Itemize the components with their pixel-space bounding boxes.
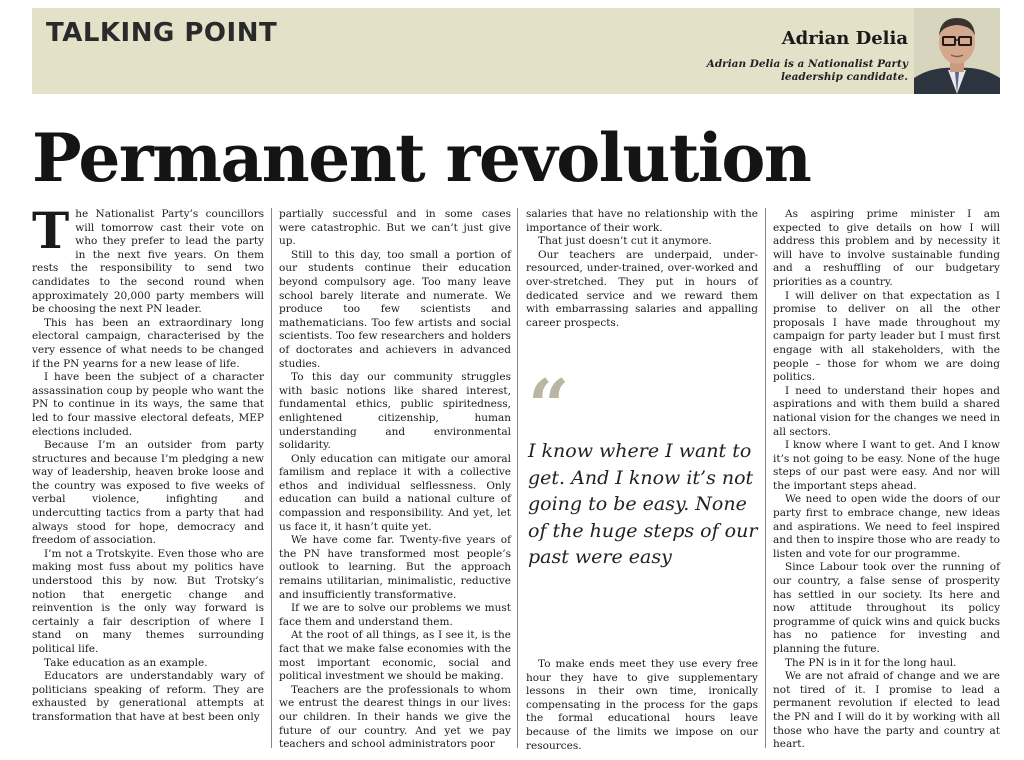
article-paragraph: Take education as an example. (44, 656, 208, 669)
pull-quote: I know where I want to get. And I know it’s not going to be easy. None of the huge steps of our past were easy (528, 440, 758, 568)
article-paragraph: Our teachers are underpaid, under-resourced, under-trained, over-worked and over-stretched. They put in hours of dedicated service and we reward them with embarrassing salaries and appalling career prospects. (526, 248, 758, 329)
article-paragraph: To make ends meet they use every free hour they have to give supplementary lessons in their own time, ironically compensating in the process for the gaps the formal educational hours leave because of the limits we impose on our resources. (526, 658, 758, 752)
drop-cap: T (32, 201, 70, 260)
article-column-3-bottom (526, 658, 758, 753)
author-bio: Adrian Delia is a Nationalist Party leadership candidate. (706, 58, 908, 83)
author-name: Adrian Delia (781, 28, 908, 49)
article-column-3-top (526, 208, 758, 330)
article-paragraph: Educators are understandably wary of politicians speaking of reform. They are exhausted by generational attempts at transformation that have at best been only (32, 670, 264, 723)
header-bar (32, 8, 1000, 94)
column-divider (271, 208, 272, 748)
article-paragraph: We are not afraid of change and we are not tired of it. I promise to lead a permanent revolution if elected to lead the PN and I will do it by working with all those who have the party and country at heart. (773, 670, 1000, 751)
article-paragraph: At the root of all things, as I see it, is the fact that we make false economies with the most important economic, social and political investment we should be making. (279, 629, 511, 683)
section-kicker: TALKING POINT (46, 18, 278, 48)
article-paragraph: I have been the subject of a character assassination coup by people who want the PN to continue in its ways, the same that led to four massive electoral defeats, MEP elections included. (32, 371, 264, 438)
article-paragraph: Because I’m an outsider from party structures and because I’m pledging a new way of leadership, heaven broke loose and the country was exposed to five weeks of verbal violence, infighting and undercutting tactics from a party that had always stood for hope, democracy and freedom of association. (32, 439, 264, 547)
article-paragraph: Only education can mitigate our amoral familism and replace it with a collective ethos and individual selflessness. Only education can build a national culture of compassion and responsibility. And yet, let us face it, it hasn’t quite yet. (279, 452, 511, 533)
article-paragraph: That just doesn’t cut it anymore. (538, 235, 712, 248)
article-paragraph: salaries that have no relationship with the importance of their work. (526, 208, 758, 234)
article-paragraph: The Nationalist Party’s councillors will tomorrow cast their vote on who they prefer to lead the party in the next five years. On them rests the responsibility to send two candidates to the second round when approximately 20,000 party members will be choosing the next PN leader. (32, 201, 264, 316)
article-column-2 (279, 208, 511, 752)
column-divider (765, 208, 766, 748)
headline: Permanent revolution (32, 119, 811, 197)
article-paragraph: partially successful and in some cases were catastrophic. But we can’t just give up. (279, 208, 511, 248)
article-paragraph: Since Labour took over the running of our country, a false sense of prosperity has settled in our society. Its here and now attitude throughout its policy programme of quick wins and quick bucks has no patience for investing and planning the future. (773, 561, 1000, 655)
article-paragraph: I will deliver on that expectation as I promise to deliver on all the other proposals I have made throughout my campaign for party leader but I must first engage with all stakeholders, with the people – those for whom we are doing politics. (773, 289, 1000, 384)
article-paragraph: I know where I want to get. And I know it’s not going to be easy. None of the huge steps of our past were easy. And nor will the important steps ahead. (773, 439, 1000, 492)
article-paragraph: I’m not a Trotskyite. Even those who are making most fuss about my politics have understood this by now. But Trotsky’s notion that energetic change and reinvention is the only way forward is certainly a fair description of where I stand on many themes surrounding political life. (32, 547, 264, 655)
article-column-1 (32, 201, 264, 725)
author-portrait-image (914, 8, 1000, 94)
article-paragraph: We have come far. Twenty-five years of the PN have transformed most people’s outlook to learning. But the approach remains utilitarian, minimalistic, reductive and insufficiently transformative. (279, 534, 511, 601)
article-paragraph: I need to understand their hopes and aspirations and with them build a shared national vision for the changes we need in all sectors. (773, 384, 1000, 438)
article-column-4 (773, 208, 1000, 752)
author-portrait (914, 8, 1000, 94)
article-paragraph: Still to this day, too small a portion of our students continue their education beyond compulsory age. Too many leave school barely literate and numerate. We produce too few scientists and mathematicians. Too few artists and social scientists. Too few researchers and holders of doctorates and achievers in advanced studies. (279, 248, 511, 370)
article-paragraph: If we are to solve our problems we must face them and understand them. (279, 602, 511, 628)
article-paragraph: This has been an extraordinary long electoral campaign, characterised by the very essence of what needs to be changed if the PN yearns for a new lease of life. (32, 316, 264, 370)
quote-mark-icon: “ (528, 363, 570, 448)
article-paragraph: We need to open wide the doors of our party first to embrace change, new ideas and aspirations. We need to feel inspired and then to inspire those who are ready to listen and vote for our programme. (773, 493, 1000, 560)
article-paragraph: The PN is in it for the long haul. (785, 656, 957, 669)
column-divider (517, 208, 518, 748)
article-paragraph: Teachers are the professionals to whom we entrust the dearest things in our lives: our children. In their hands we give the future of our country. And yet we pay teachers and school administrators poor (279, 683, 511, 751)
article-paragraph: As aspiring prime minister I am expected to give details on how I will address this problem and by necessity it will have to involve sustainable funding and a reshuffling of our budgetary priorities as a country. (773, 208, 1000, 288)
article-paragraph: To this day our community struggles with basic notions like shared interest, fundamental ethics, public spiritedness, enlightened citizenship, human understanding and environmental solidarity. (279, 371, 511, 452)
